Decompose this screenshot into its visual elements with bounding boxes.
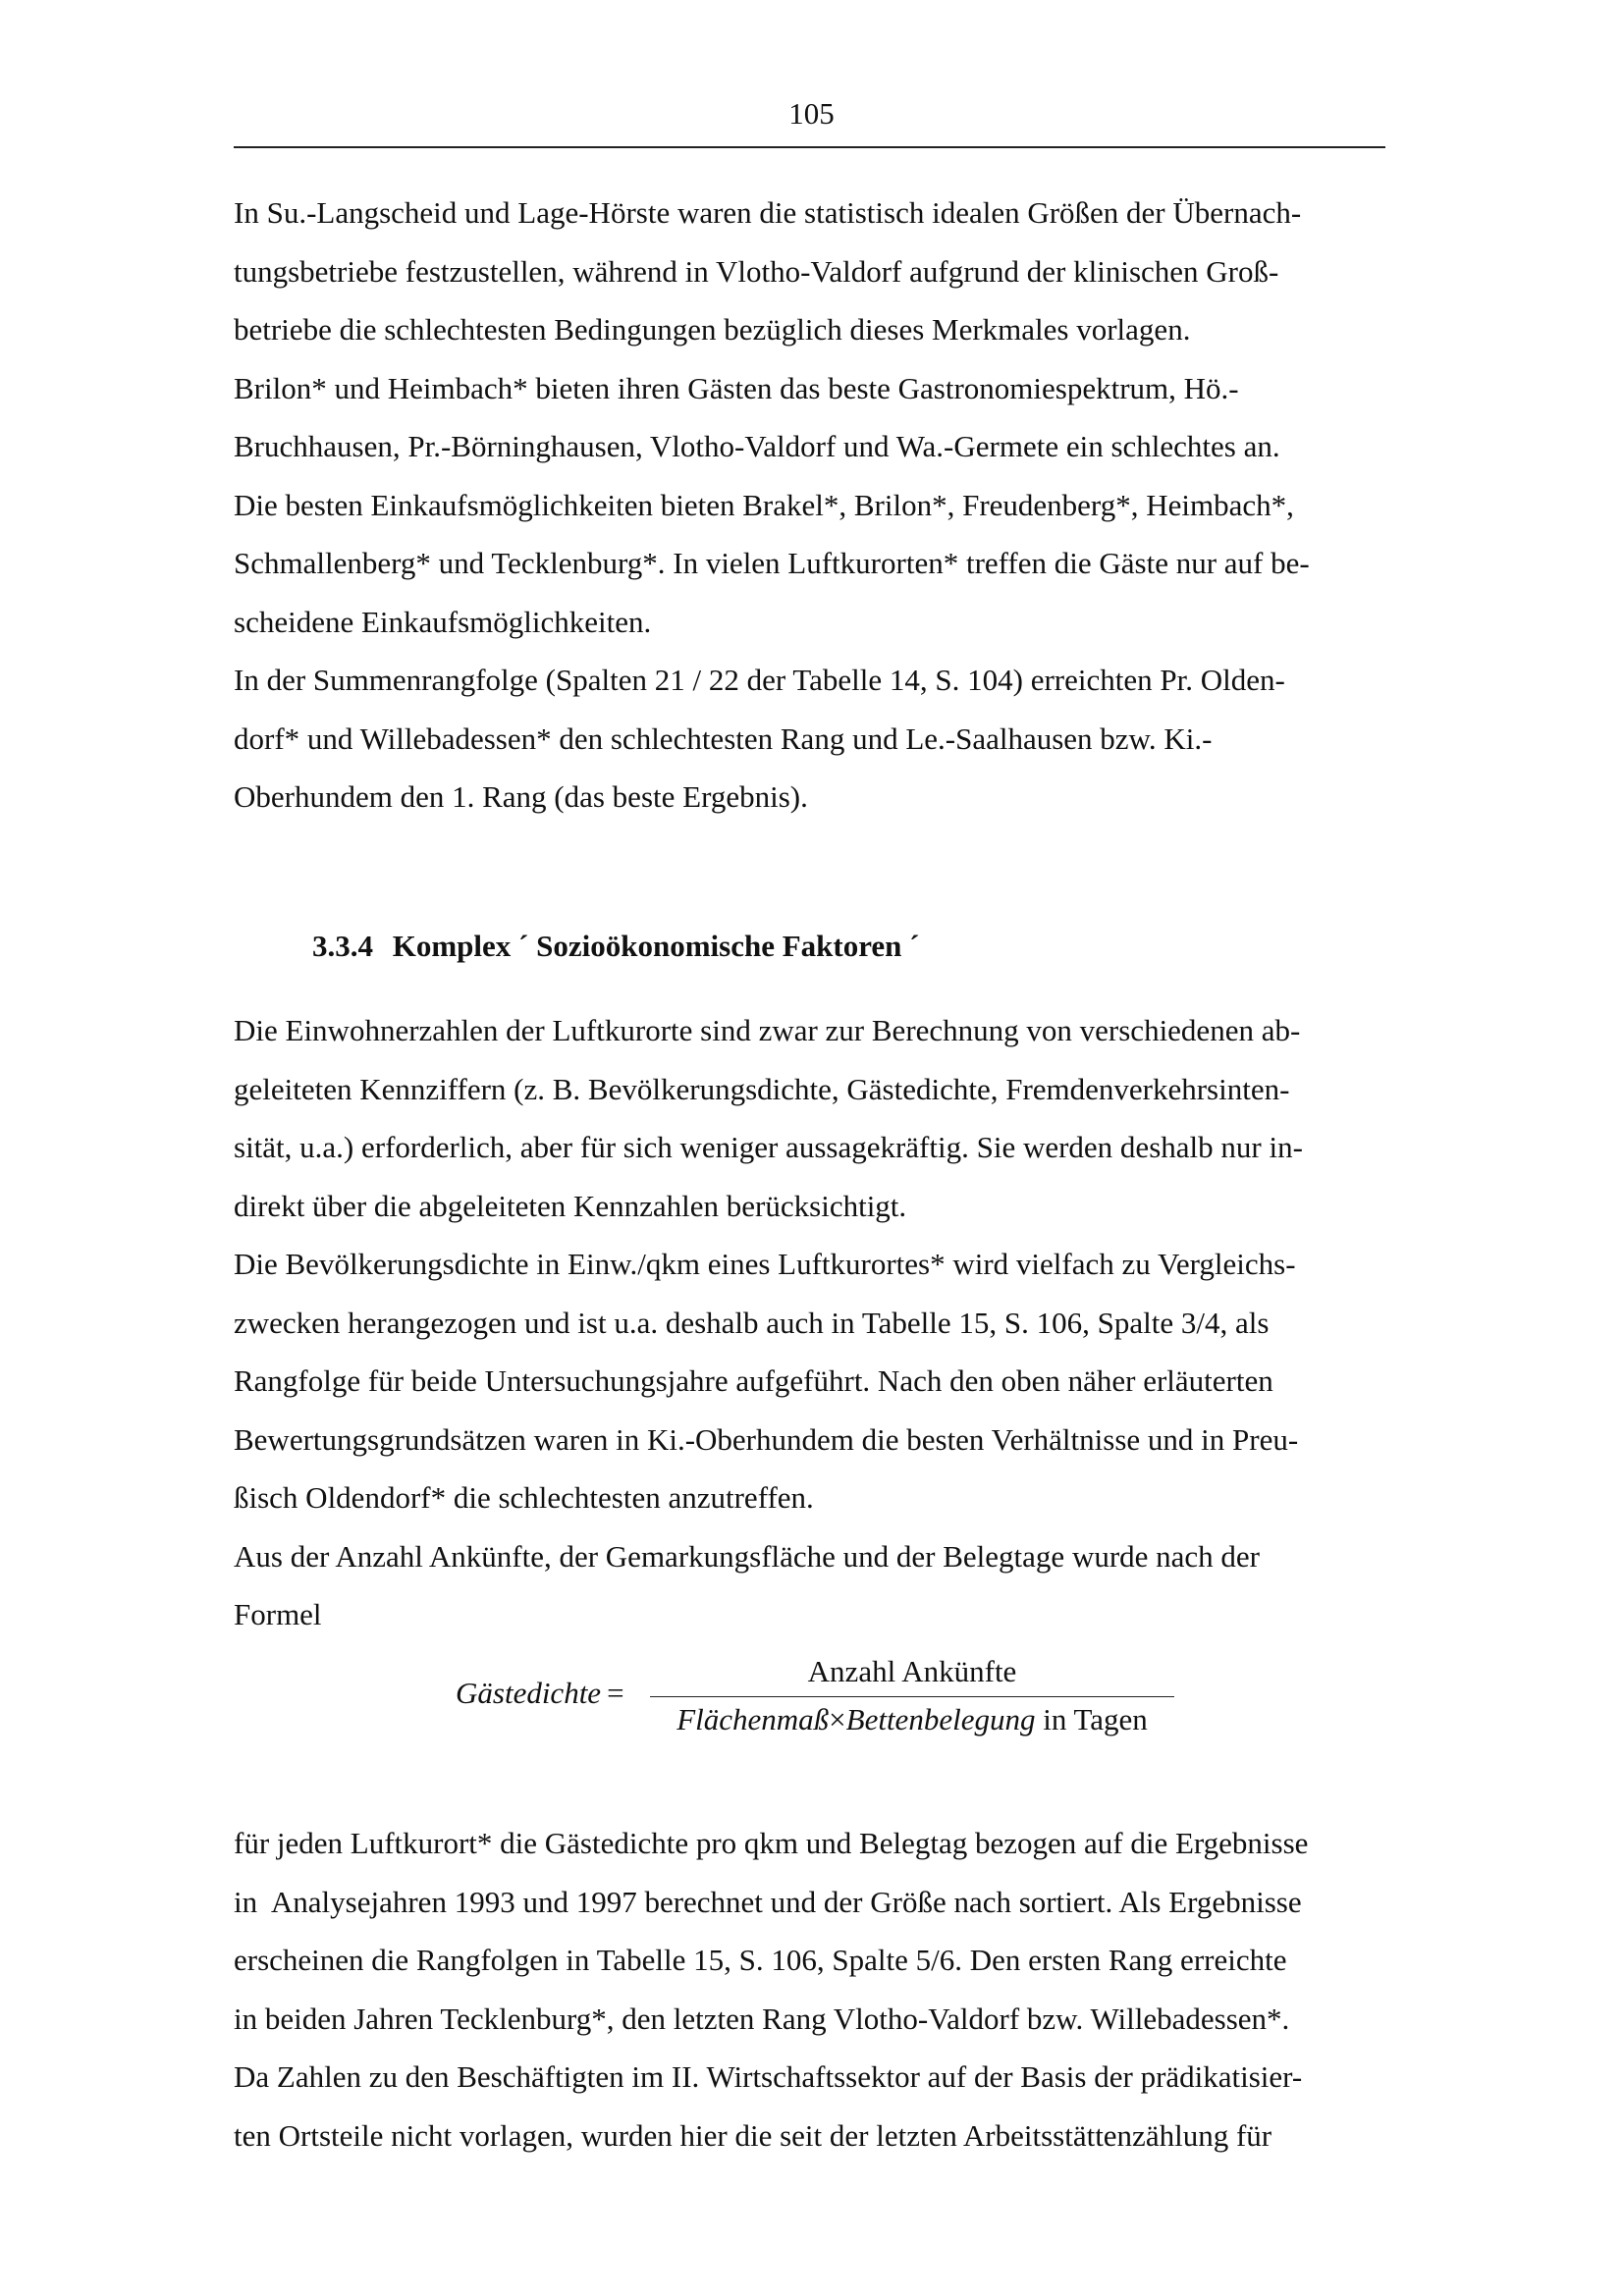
formula-denominator-term-1: Flächenmaß [676, 1702, 830, 1736]
text-line: Rangfolge für beide Untersuchungsjahre aufgeführt. Nach den oben näher erläuterten [234, 1363, 1273, 1398]
text-line: erscheinen die Rangfolgen in Tabelle 15, S. 106, Spalte 5/6. Den ersten Rang erreichte [234, 1943, 1287, 1977]
text-line: in beiden Jahren Tecklenburg*, den letzten Rang Vlotho-Valdorf bzw. Willebadessen*. [234, 2001, 1290, 2036]
text-line: Schmallenberg* und Tecklenburg*. In vielen Luftkurorten* treffen die Gäste nur auf be- [234, 546, 1310, 580]
text-line: geleiteten Kennziffern (z. B. Bevölkerungsdichte, Gästedichte, Fremdenverkehrsinten- [234, 1071, 1290, 1106]
text-line: In der Summenrangfolge (Spalten 21 / 22 der Tabelle 14, S. 104) erreichten Pr. Olden- [234, 663, 1285, 697]
text-line: Die besten Einkaufsmöglichkeiten bieten Brakel*, Brilon*, Freudenberg*, Heimbach*, [234, 487, 1294, 522]
text-line: ßisch Oldendorf* die schlechtesten anzutreffen. [234, 1480, 814, 1515]
text-line: direkt über die abgeleiteten Kennzahlen berücksichtigt. [234, 1188, 907, 1223]
paragraph-2 [234, 1001, 1402, 1644]
text-line: ten Ortsteile nicht vorlagen, wurden hier die seit der letzten Arbeitsstättenzählung für [234, 2117, 1272, 2153]
section-title: Komplex ´ Sozioökonomische Faktoren ´ [392, 929, 920, 963]
text-line: tungsbetriebe festzustellen, während in Vlotho-Valdorf aufgrund der klinischen Groß- [234, 253, 1279, 289]
text-line: Die Einwohnerzahlen der Luftkurorte sind zwar zur Berechnung von verschiedenen ab- [234, 1013, 1301, 1047]
text-line: betriebe die schlechtesten Bedingungen bezüglich dieses Merkmales vorlagen. [234, 312, 1191, 347]
formula-lhs [456, 1676, 624, 1711]
formula-denominator-suffix: in Tagen [1035, 1702, 1148, 1736]
formula-times: × [829, 1702, 846, 1736]
text-line: Die Bevölkerungsdichte in Einw./qkm eines Luftkurortes* wird vielfach zu Vergleichs- [234, 1247, 1296, 1281]
text-line: sität, u.a.) erforderlich, aber für sich weniger aussagekräftig. Sie werden deshalb nur in- [234, 1130, 1303, 1164]
text-line: Brilon* und Heimbach* bieten ihren Gästen das beste Gastronomiespektrum, Hö.- [234, 370, 1239, 405]
text-line: Bewertungsgrundsätzen waren in Ki.-Oberhundem die besten Verhältnisse und in Preu- [234, 1421, 1299, 1457]
text-line: dorf* und Willebadessen* den schlechtesten Rang und Le.-Saalhausen bzw. Ki.- [234, 721, 1213, 756]
text-line: Bruchhausen, Pr.-Börninghausen, Vlotho-Valdorf und Wa.-Germete ein schlechtes an. [234, 429, 1280, 463]
fraction-bar [650, 1696, 1174, 1697]
text-line: Da Zahlen zu den Beschäftigten im II. Wirtschaftssektor auf der Basis der prädikatisier- [234, 2059, 1303, 2094]
text-line: In Su.-Langscheid und Lage-Hörste waren die statistisch idealen Größen der Übernach- [234, 195, 1302, 230]
text-line: für jeden Luftkurort* die Gästedichte pro qkm und Belegtag bezogen auf die Ergebnisse [234, 1826, 1309, 1860]
page-number: 105 [788, 96, 835, 131]
section-heading [312, 917, 920, 976]
text-line: scheidene Einkaufsmöglichkeiten. [234, 604, 652, 639]
formula-denominator-term-2: Bettenbelegung [845, 1702, 1036, 1736]
formula [456, 1649, 1182, 1747]
formula-denominator [652, 1702, 1172, 1737]
text-line: zwecken herangezogen und ist u.a. deshalb auch in Tabelle 15, S. 106, Spalte 3/4, als [234, 1305, 1270, 1340]
paragraph-1 [234, 184, 1402, 827]
text-line: Formel [234, 1597, 322, 1631]
header-rule [234, 146, 1385, 148]
text-line: in Analysejahren 1993 und 1997 berechnet und der Größe nach sortiert. Als Ergebnisse [234, 1884, 1302, 1919]
formula-equals: = [607, 1676, 624, 1710]
formula-numerator: Anzahl Ankünfte [807, 1654, 1017, 1688]
section-number: 3.3.4 [312, 929, 373, 963]
paragraph-3 [234, 1814, 1402, 2164]
formula-lhs-term: Gästedichte [456, 1676, 602, 1710]
text-line: Aus der Anzahl Ankünfte, der Gemarkungsfläche und der Belegtage wurde nach der [234, 1538, 1261, 1574]
text-line: Oberhundem den 1. Rang (das beste Ergebnis). [234, 779, 808, 814]
